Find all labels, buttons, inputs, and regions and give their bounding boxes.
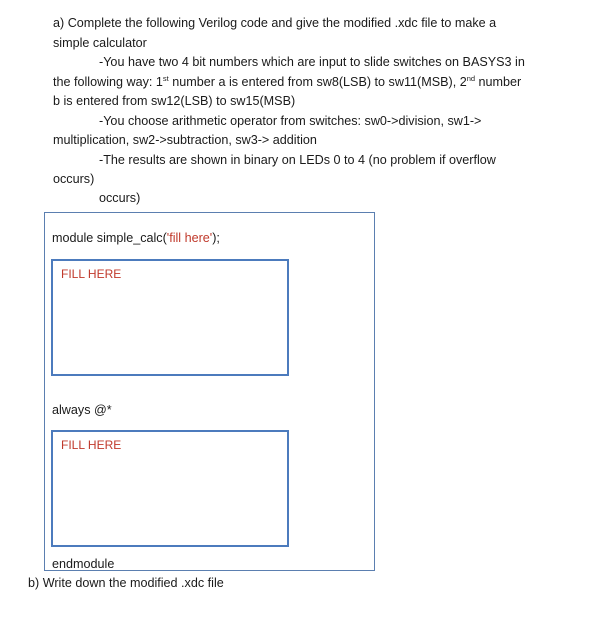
fill-here-label-2: FILL HERE (61, 438, 122, 452)
ordinal-suffix-second: nd (466, 73, 476, 83)
module-fill-placeholder: 'fill here' (166, 231, 213, 245)
requirement-1-line-3: b is entered from sw12(LSB) to sw15(MSB) (53, 94, 296, 108)
requirement-2-line-1: -You choose arithmetic operator from switches: sw0->division, sw1-> (99, 114, 482, 128)
requirement-1-line-1: -You have two 4 bit numbers which are input to slide switches on BASYS3 in (99, 55, 525, 69)
requirement-1-text-c: number (475, 75, 522, 89)
module-suffix: ); (212, 231, 220, 245)
question-a-line-2: simple calculator (53, 36, 147, 50)
requirement-3-line-3: occurs) (99, 191, 141, 205)
endmodule-statement: endmodule (52, 557, 115, 571)
requirement-1-text-a: the following way: 1 (53, 75, 163, 89)
requirement-2-line-2: multiplication, sw2->subtraction, sw3-> addition (53, 133, 317, 147)
fill-here-label-1: FILL HERE (61, 267, 122, 281)
requirement-1-line-2 (53, 74, 521, 90)
requirement-1-text-b: number a is entered from sw8(LSB) to sw11(MSB), 2 (168, 75, 467, 89)
always-statement: always @* (52, 403, 112, 417)
module-declaration (52, 230, 220, 246)
question-b: b) Write down the modified .xdc file (28, 576, 224, 590)
module-prefix: module simple_calc( (52, 231, 167, 245)
question-a-line-1: a) Complete the following Verilog code and give the modified .xdc file to make a (53, 16, 497, 30)
requirement-3-line-1: -The results are shown in binary on LEDs 0 to 4 (no problem if overflow (99, 153, 496, 167)
ordinal-suffix-first: st (162, 73, 169, 83)
requirement-3-line-2: occurs) (53, 172, 95, 186)
